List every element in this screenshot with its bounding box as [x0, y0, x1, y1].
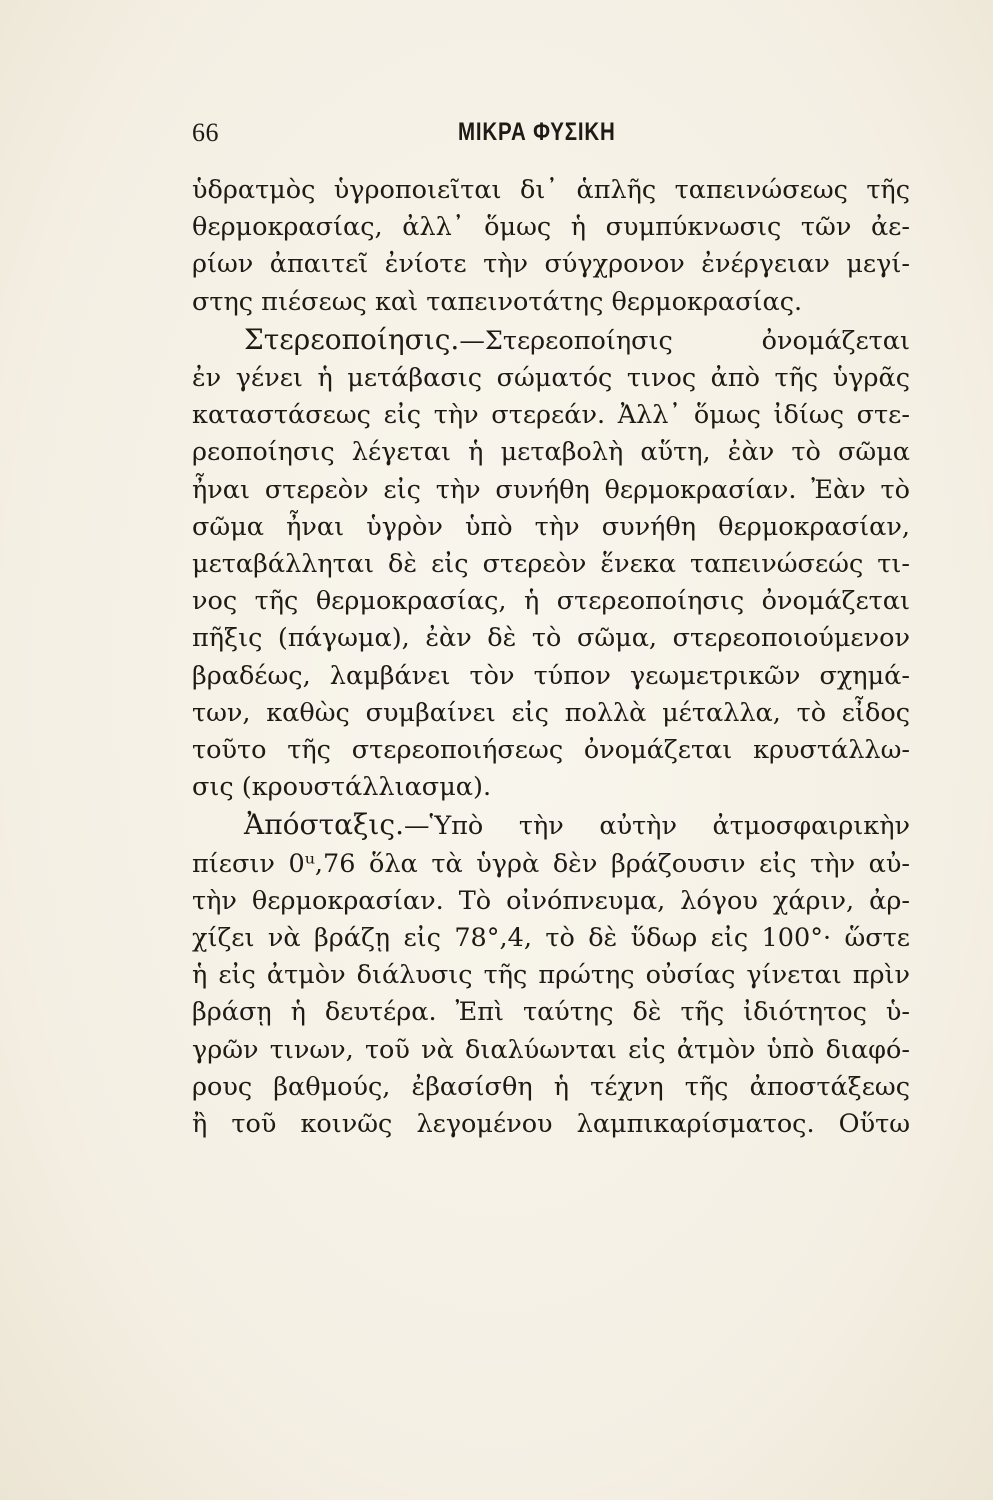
text-line: ἡ εἰς ἀτμὸν διάλυσις τῆς πρώτης οὐσίας γίνεται πρὶν: [192, 960, 910, 991]
text-line: πῆξις (πάγωμα), ἐὰν δὲ τὸ σῶμα, στερεοποιούμενον: [192, 623, 910, 654]
text-line: μεταβάλληται δὲ εἰς στερεὸν ἕνεκα ταπεινώσεώς τι-: [192, 549, 910, 580]
text-line: [192, 321, 910, 360]
body-text: [192, 172, 910, 1143]
text-line: νος τῆς θερμοκρασίας, ἡ στερεοποίησις ὀνομάζεται: [192, 586, 910, 617]
text-line: θερμοκρασίας, ἀλλ᾽ ὅμως ἡ συμπύκνωσις τῶν ἀε-: [192, 212, 910, 243]
text-line: ὑδρατμὸς ὑγροποιεῖται δι᾽ ἁπλῆς ταπεινώσεως τῆς: [192, 175, 910, 205]
text-line: βραδέως, λαμβάνει τὸν τύπον γεωμετρικῶν σχημά-: [192, 660, 910, 691]
page-header: [192, 118, 752, 158]
text-line: [192, 806, 910, 845]
text-line: ρίων ἀπαιτεῖ ἐνίοτε τὴν σύγχρονον ἐνέργειαν μεγί-: [192, 249, 910, 280]
text-line: γρῶν τινων, τοῦ νὰ διαλύωνται εἰς ἀτμὸν ὑπὸ διαφό-: [192, 1034, 910, 1065]
text-line: των, καθὼς συμβαίνει εἰς πολλὰ μέταλλα, τὸ εἶδος: [192, 697, 910, 728]
text-line: τοῦτο τῆς στερεοποιήσεως ὀνομάζεται κρυστάλλω-: [192, 735, 910, 766]
text-line: χίζει νὰ βράζῃ εἰς 78°,4, τὸ δὲ ὕδωρ εἰς 100°· ὥστε: [192, 923, 910, 954]
text-line: τὴν θερμοκρασίαν. Τὸ οἰνόπνευμα, λόγου χάριν, ἀρ-: [192, 885, 910, 916]
section-heading: Ἀπόσταξις.: [244, 808, 404, 842]
text-line: βράσῃ ἡ δευτέρα. Ἐπὶ ταύτης δὲ τῆς ἰδιότητος ὑ-: [192, 997, 910, 1028]
text-line: σῶμα ἦναι ὑγρὸν ὑπὸ τὴν συνήθη θερμοκρασίαν,: [192, 511, 910, 542]
text-line: στης πιέσεως καὶ ταπεινοτάτης θερμοκρασίας.: [192, 286, 803, 317]
text-line: ἢ τοῦ κοινῶς λεγομένου λαμπικαρίσματος. Οὕτω: [192, 1109, 910, 1140]
text-line: ἦναι στερεὸν εἰς τὴν συνήθη θερμοκρασίαν. Ἐὰν τὸ: [192, 474, 910, 505]
text-line: ἐν γένει ἡ μετάβασις σώματός τινος ἀπὸ τῆς ὑγρᾶς: [192, 363, 910, 394]
text-line: πίεσιν 0ᵘ,76 ὅλα τὰ ὑγρὰ δὲν βράζουσιν εἰς τὴν αὐ-: [192, 848, 910, 879]
page-number: 66: [192, 118, 219, 147]
text-line: σις (κρουστάλλιασμα).: [192, 772, 492, 803]
running-title: ΜΙΚΡΑ ΦΥΣΙΚΗ: [458, 118, 616, 146]
section-heading: Στερεοποίησις.: [244, 322, 460, 356]
text-line-continuation: —Στερεοποίησις ὀνομάζεται: [459, 325, 910, 356]
text-line: ρους βαθμούς, ἐβασίσθη ἡ τέχνη τῆς ἀποστάξεως: [192, 1071, 910, 1102]
text-line: καταστάσεως εἰς τὴν στερεάν. Ἀλλ᾽ ὅμως ἰδίως στε-: [192, 400, 910, 431]
text-line: ρεοποίησις λέγεται ἡ μεταβολὴ αὕτη, ἐὰν τὸ σῶμα: [192, 437, 910, 468]
text-line-continuation: —Ὑπὸ τὴν αὐτὴν ἀτμοσφαιρικὴν: [403, 811, 910, 842]
